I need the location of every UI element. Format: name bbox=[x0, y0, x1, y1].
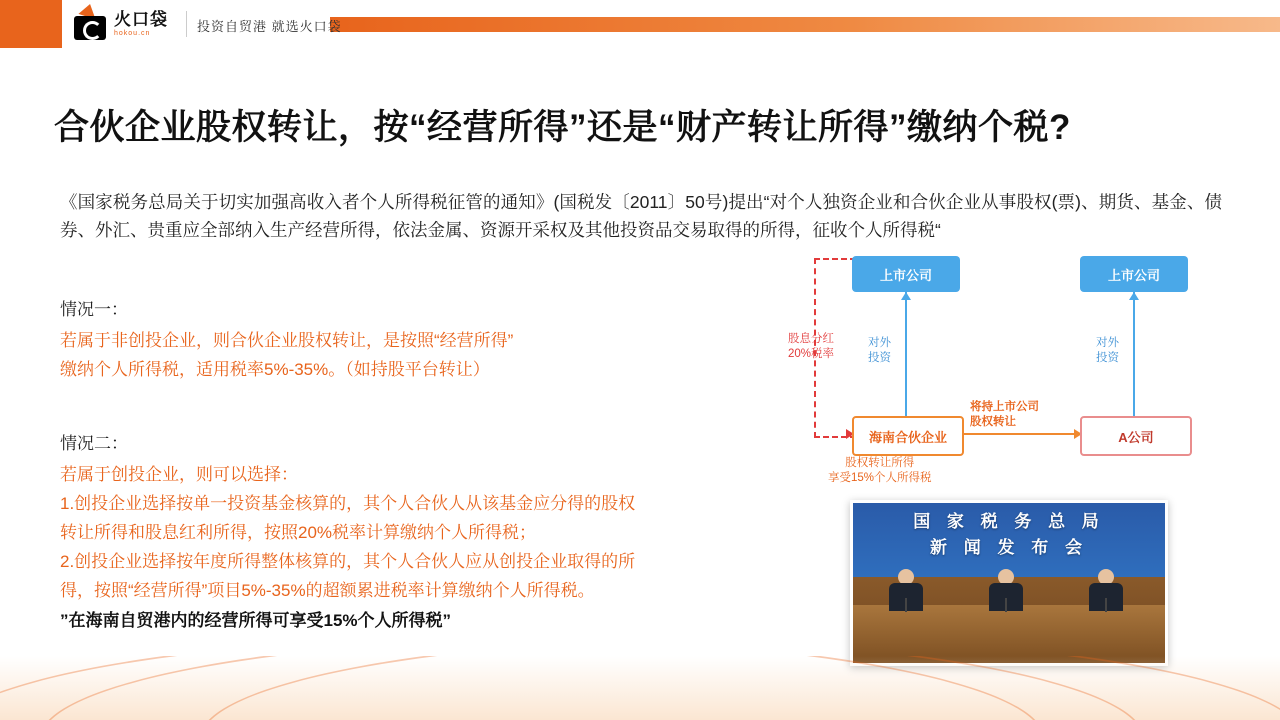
label-investment-1-line-1: 对外 bbox=[868, 337, 891, 349]
photo-backdrop-line-1: 国 家 税 务 总 局 bbox=[913, 512, 1105, 531]
photo-backdrop-line-2: 新 闻 发 布 会 bbox=[930, 538, 1088, 557]
label-dividend-line-1: 股息分红 bbox=[788, 333, 834, 345]
investment-line-1 bbox=[905, 292, 907, 416]
label-equity-transfer-line-1: 将持上市公司 bbox=[970, 401, 1039, 413]
case-two-line-3: 转让所得和股息红利所得，按照20%税率计算缴纳个人所得税； bbox=[60, 523, 537, 542]
label-investment-2 bbox=[1096, 336, 1119, 366]
header-accent-right bbox=[330, 17, 1280, 32]
label-partnership-tax bbox=[828, 456, 932, 486]
label-investment-2-line-1: 对外 bbox=[1096, 337, 1119, 349]
diagram-node-partnership: 海南合伙企业 bbox=[852, 416, 964, 456]
diagram-node-listed-company-2: 上市公司 bbox=[1080, 256, 1188, 292]
brand-name-en: hokou.cn bbox=[114, 30, 151, 37]
investment-arrow-2-icon bbox=[1129, 292, 1139, 300]
case-two-block bbox=[60, 430, 820, 605]
case-one-line-2: 缴纳个人所得税，适用税率5%-35%。（如持股平台转让） bbox=[60, 360, 490, 379]
header-slogan: 投资自贸港 就选火口袋 bbox=[197, 19, 342, 34]
case-two-heading: 情况二： bbox=[60, 434, 128, 453]
transfer-line bbox=[960, 433, 1074, 435]
label-investment-1 bbox=[868, 336, 891, 366]
diagram-node-company-a: A公司 bbox=[1080, 416, 1192, 456]
photo-backdrop-text bbox=[853, 509, 1165, 561]
label-partnership-tax-line-1: 股权转让所得 bbox=[845, 457, 915, 469]
label-dividend-line-2: 20%税率 bbox=[788, 348, 835, 360]
page-header bbox=[0, 0, 1280, 48]
microphone-icon bbox=[1005, 598, 1007, 612]
case-one-line-1: 若属于非创投企业，则合伙企业股权转让，是按照“经营所得” bbox=[60, 331, 514, 350]
label-investment-1-line-2: 投资 bbox=[868, 352, 891, 364]
case-one-block bbox=[60, 296, 780, 384]
header-accent-left bbox=[0, 0, 62, 48]
brand-name-cn: 火口袋 bbox=[114, 10, 168, 29]
label-investment-2-line-2: 投资 bbox=[1096, 352, 1119, 364]
header-divider bbox=[186, 11, 187, 37]
pouch-icon bbox=[74, 16, 106, 40]
brand-wordmark bbox=[114, 10, 184, 37]
microphone-icon bbox=[905, 598, 907, 612]
case-two-line-4: 2.创投企业选择按年度所得整体核算的，其个人合伙人应从创投企业取得的所 bbox=[60, 552, 636, 571]
brand-logo-icon bbox=[74, 8, 108, 40]
microphone-icon bbox=[1105, 598, 1107, 612]
case-one-heading: 情况一： bbox=[60, 300, 128, 319]
case-two-line-1: 若属于创投企业，则可以选择： bbox=[60, 465, 298, 484]
investment-line-2 bbox=[1133, 292, 1135, 416]
footer-swoosh bbox=[200, 656, 1280, 720]
label-partnership-tax-line-2: 享受15%个人所得税 bbox=[828, 472, 932, 484]
label-equity-transfer-line-2: 股权转让 bbox=[970, 416, 1016, 428]
diagram-node-listed-company-1: 上市公司 bbox=[852, 256, 960, 292]
conclusion-note: ”在海南自贸港内的经营所得可享受15%个人所得税” bbox=[60, 611, 452, 630]
case-two-line-2: 1.创投企业选择按单一投资基金核算的，其个人合伙人从该基金应分得的股权 bbox=[60, 494, 636, 513]
structure-diagram bbox=[780, 248, 1220, 488]
label-dividend bbox=[788, 332, 834, 362]
case-two-line-5: 得，按照“经营所得”项目5%-35%的超额累进税率计算缴纳个人所得税。 bbox=[60, 581, 595, 600]
label-equity-transfer bbox=[970, 400, 1039, 430]
investment-arrow-1-icon bbox=[901, 292, 911, 300]
footer-decoration bbox=[0, 656, 1280, 720]
page-title: 合伙企业股权转让，按“经营所得”还是“财产转让所得”缴纳个税? bbox=[54, 108, 1071, 147]
photo-desk bbox=[853, 605, 1165, 663]
intro-paragraph: 《国家税务总局关于切实加强高收入者个人所得税征管的通知》(国税发〔2011〕50号)提出“对个人独资企业和合伙企业从事股权(票)、期货、基金、债券、外汇、贵重应全部纳入生产经营所得，依法金属、资源开采权及其他投资品交易取得的所得，征收个人所得税“ bbox=[60, 192, 1222, 240]
press-conference-photo bbox=[850, 500, 1168, 666]
